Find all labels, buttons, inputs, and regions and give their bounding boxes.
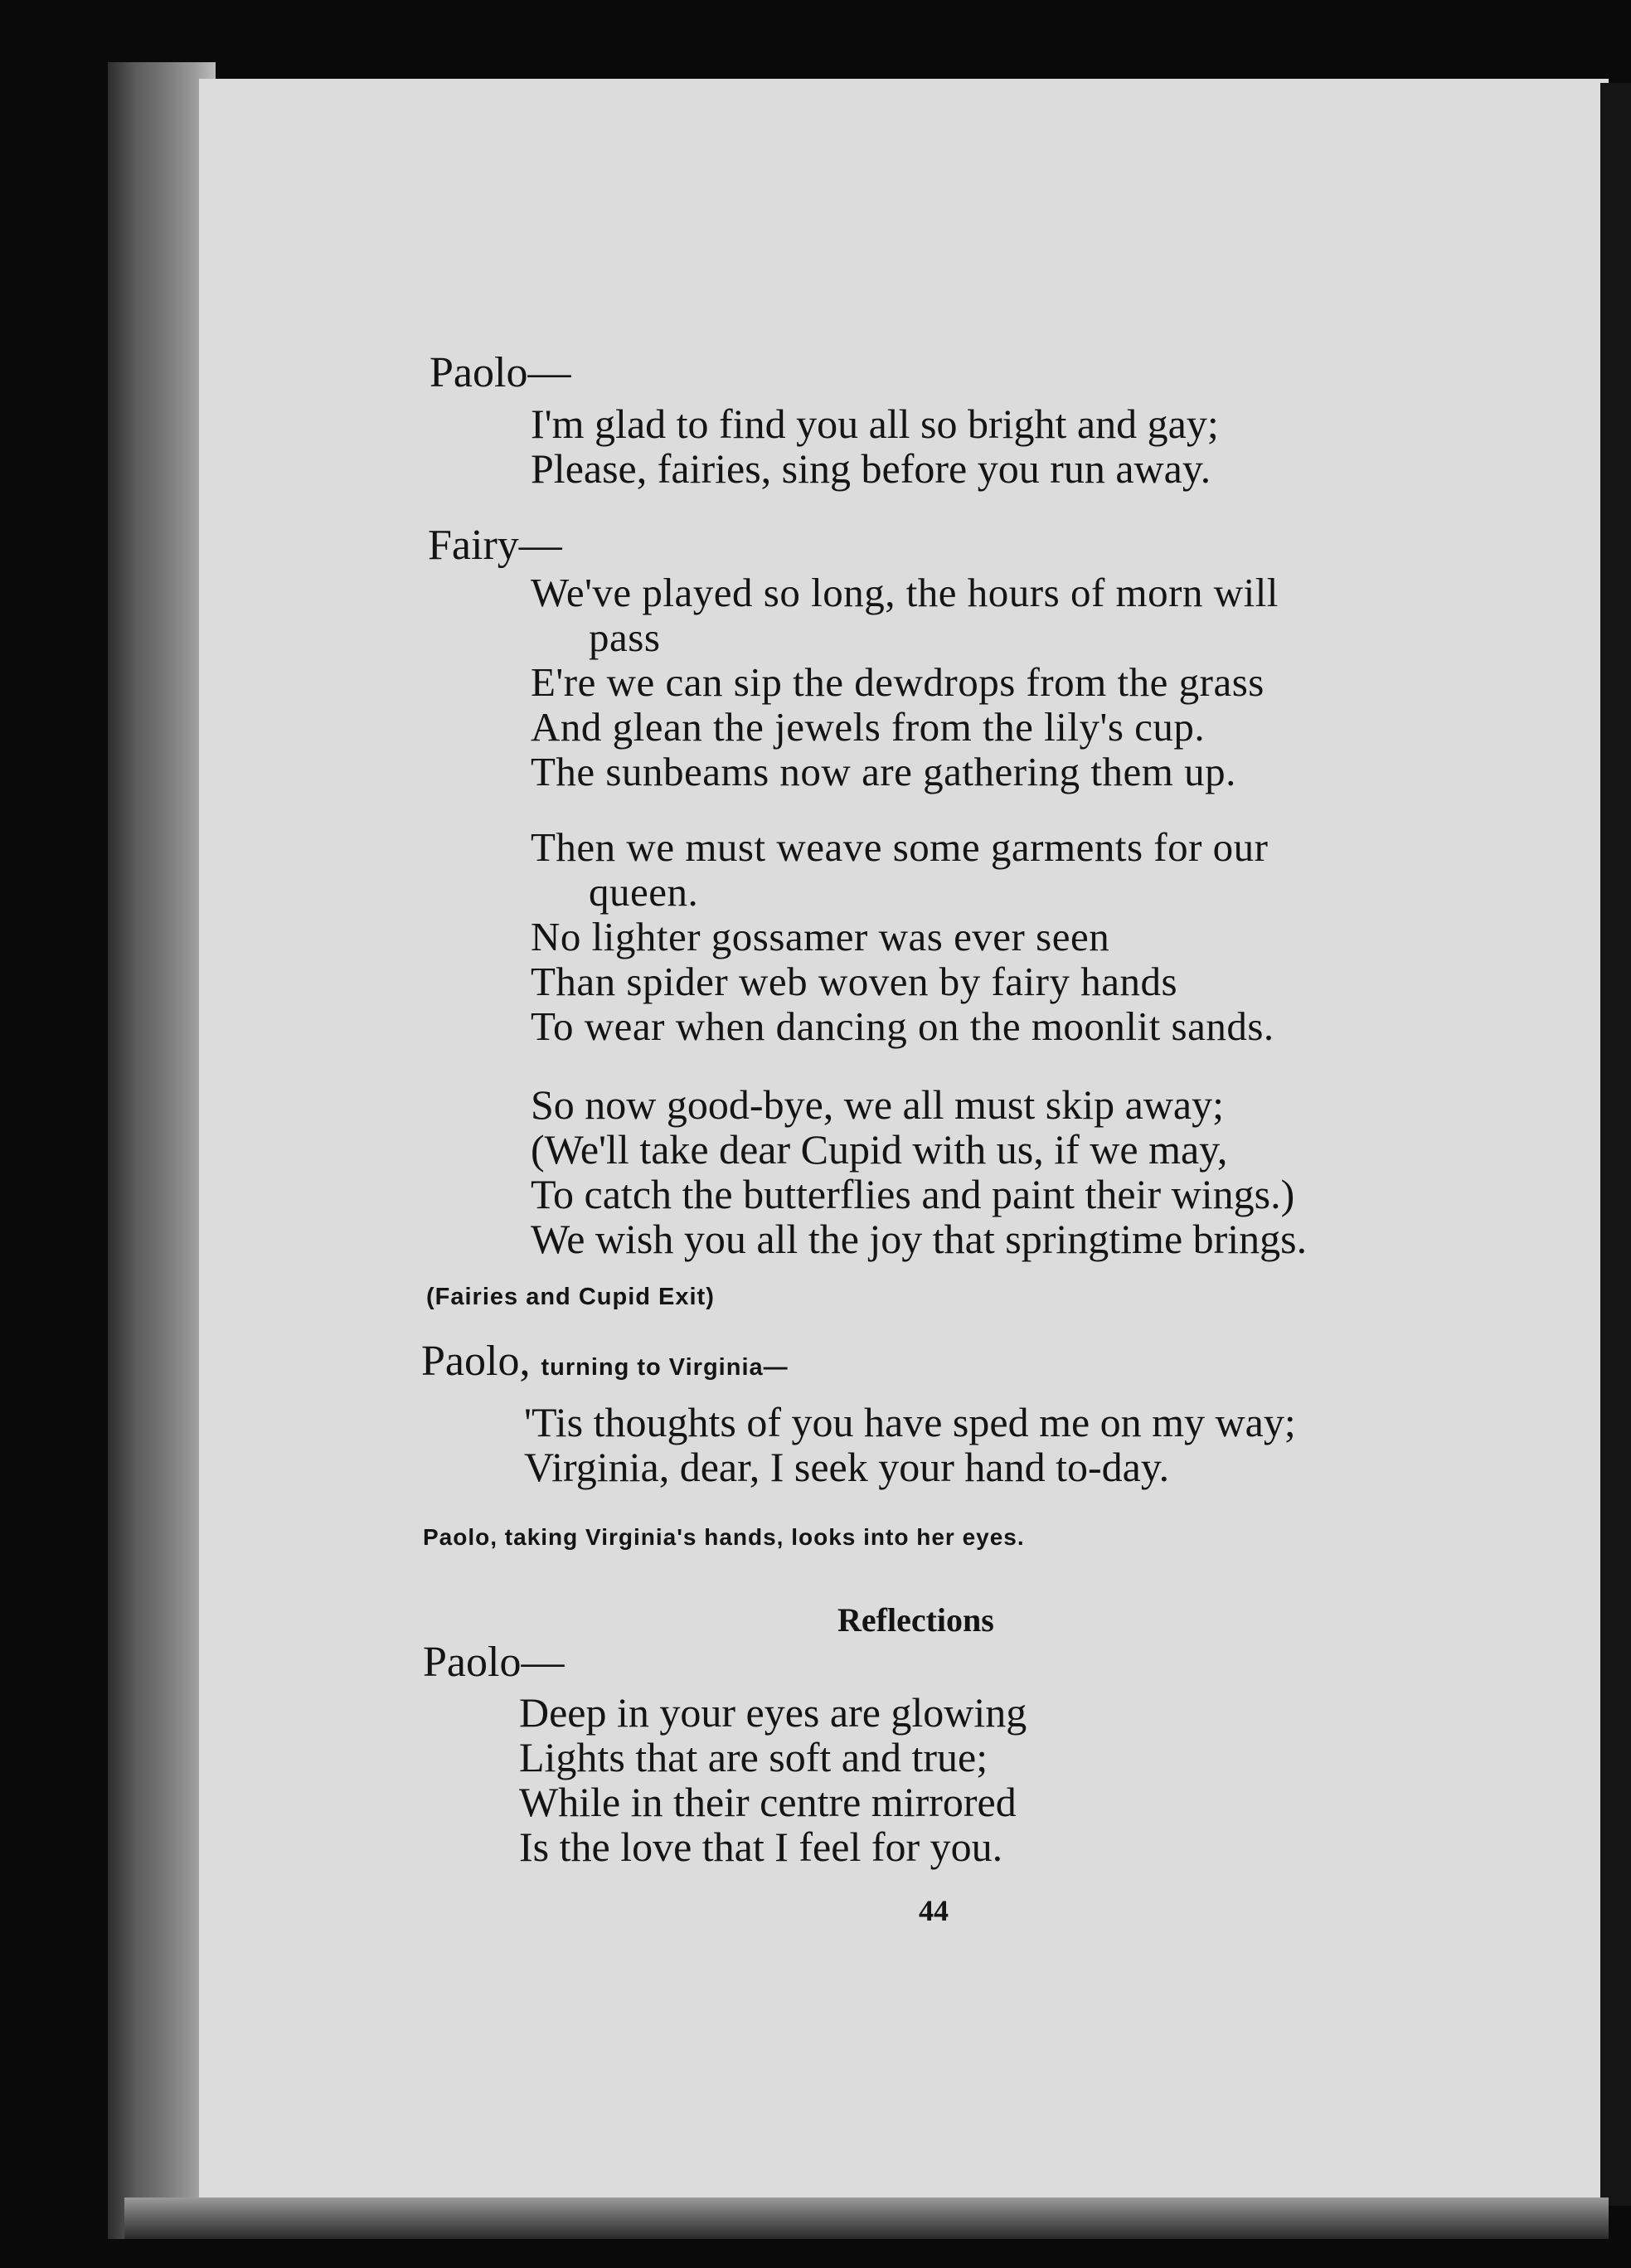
speaker-paolo-2 xyxy=(421,1337,789,1386)
verse-line: The sunbeams now are gathering them up. xyxy=(531,749,1236,794)
song-verse xyxy=(519,1690,1027,1869)
speaker-paolo-3: Paolo— xyxy=(423,1639,565,1686)
verse-line: Then we must weave some garments for our xyxy=(531,824,1269,870)
stanza-fairy-1 xyxy=(531,571,1279,794)
verse-line: To catch the butterflies and paint their wings.) xyxy=(531,1171,1295,1217)
verse-line: Is the love that I feel for you. xyxy=(519,1824,1003,1870)
verse-line: So now good-bye, we all must skip away; xyxy=(531,1081,1225,1128)
verse-line: Please, fairies, sing before you run away. xyxy=(531,445,1211,492)
verse-line: I'm glad to find you all so bright and gay; xyxy=(531,401,1219,447)
verse-line: While in their centre mirrored xyxy=(519,1779,1017,1825)
stanza-fairy-3 xyxy=(531,1082,1307,1261)
stanza-paolo-2 xyxy=(524,1400,1296,1489)
stage-direction-exit: (Fairies and Cupid Exit) xyxy=(426,1284,715,1310)
verse-line: (We'll take dear Cupid with us, if we may, xyxy=(531,1126,1228,1173)
speaker-paolo-1: Paolo— xyxy=(430,349,571,396)
verse-line: Virginia, dear, I seek your hand to-day. xyxy=(524,1444,1170,1490)
speaker-fairy: Fairy— xyxy=(428,522,562,569)
page-number: 44 xyxy=(919,1894,949,1927)
verse-line: Deep in your eyes are glowing xyxy=(519,1689,1027,1736)
speaker-name: Paolo, xyxy=(421,1338,531,1385)
verse-line: 'Tis thoughts of you have sped me on my way; xyxy=(524,1399,1296,1445)
stanza-fairy-2 xyxy=(531,825,1274,1049)
song-title: Reflections xyxy=(837,1601,994,1639)
verse-line: Lights that are soft and true; xyxy=(519,1734,988,1780)
stage-direction-action: Paolo, taking Virginia's hands, looks into her eyes. xyxy=(423,1524,1025,1550)
verse-line: To wear when dancing on the moonlit sands. xyxy=(531,1003,1274,1049)
verse-line-continued: pass xyxy=(589,614,661,660)
inline-stage-direction: turning to Virginia— xyxy=(541,1354,789,1381)
verse-line: E're we can sip the dewdrops from the grass xyxy=(531,659,1265,705)
verse-line-continued: queen. xyxy=(589,869,699,915)
page-edge-right xyxy=(1600,83,1631,2206)
verse-line: And glean the jewels from the lily's cup. xyxy=(531,704,1206,750)
stanza-paolo-1 xyxy=(531,401,1219,491)
verse-line: We wish you all the joy that springtime brings. xyxy=(531,1216,1308,1262)
verse-line: No lighter gossamer was ever seen xyxy=(531,914,1110,959)
verse-line: We've played so long, the hours of morn will xyxy=(531,570,1279,615)
verse-line: Than spider web woven by fairy hands xyxy=(531,959,1178,1004)
page-edge-bottom xyxy=(124,2198,1609,2239)
